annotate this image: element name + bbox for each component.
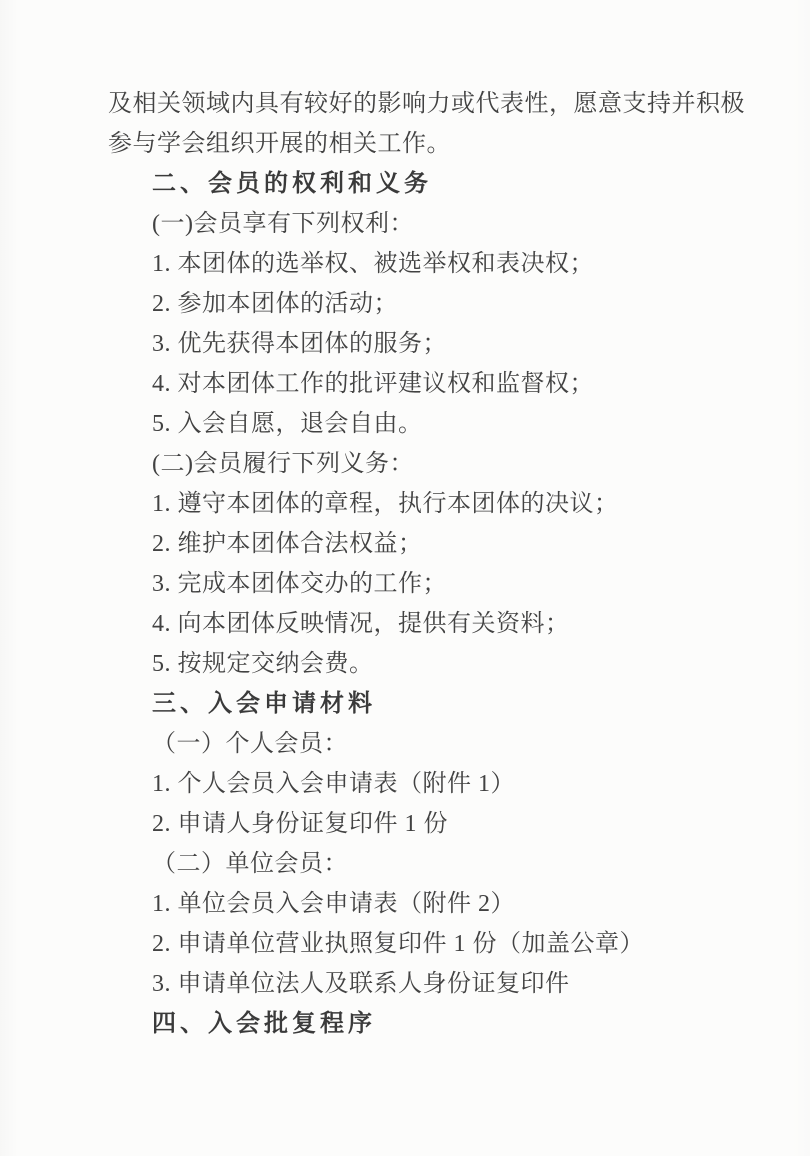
list-item-line: 1. 遵守本团体的章程，执行本团体的决议； <box>152 491 619 517</box>
subheading-individual-member: （一）个人会员： <box>152 731 348 757</box>
subheading-member-obligations: (二)会员履行下列义务： <box>152 451 414 477</box>
list-item-line: 1. 本团体的选举权、被选举权和表决权； <box>152 251 594 277</box>
list-item-line: 2. 参加本团体的活动； <box>152 291 398 317</box>
list-item-line: 4. 对本团体工作的批评建议权和监督权； <box>152 371 594 397</box>
list-item-line: 2. 申请单位营业执照复印件 1 份（加盖公章） <box>152 931 644 957</box>
list-item-line: 1. 个人会员入会申请表（附件 1） <box>152 771 515 797</box>
document-text-block <box>108 84 764 1044</box>
list-item-line: 1. 单位会员入会申请表（附件 2） <box>152 891 515 917</box>
subheading-member-rights: (一)会员享有下列权利： <box>152 211 414 237</box>
list-item-line: 2. 维护本团体合法权益； <box>152 531 423 557</box>
heading-approval-procedure: 四、入会批复程序 <box>152 1011 376 1037</box>
subheading-unit-member: （二）单位会员： <box>152 851 348 877</box>
paragraph-text-line: 参与学会组织开展的相关工作。 <box>108 131 451 157</box>
paragraph-text-line: 及相关领域内具有较好的影响力或代表性，愿意支持并积极 <box>108 91 745 117</box>
list-item-line: 2. 申请人身份证复印件 1 份 <box>152 811 448 837</box>
list-item-line: 5. 按规定交纳会费。 <box>152 651 374 677</box>
list-item-line: 5. 入会自愿，退会自由。 <box>152 411 423 437</box>
heading-member-rights-obligations: 二、会员的权利和义务 <box>152 171 432 197</box>
list-item-line: 3. 优先获得本团体的服务； <box>152 331 447 357</box>
list-item-line: 3. 完成本团体交办的工作； <box>152 571 447 597</box>
heading-application-materials: 三、入会申请材料 <box>152 691 376 717</box>
list-item-line: 3. 申请单位法人及联系人身份证复印件 <box>152 971 570 997</box>
list-item-line: 4. 向本团体反映情况，提供有关资料； <box>152 611 570 637</box>
